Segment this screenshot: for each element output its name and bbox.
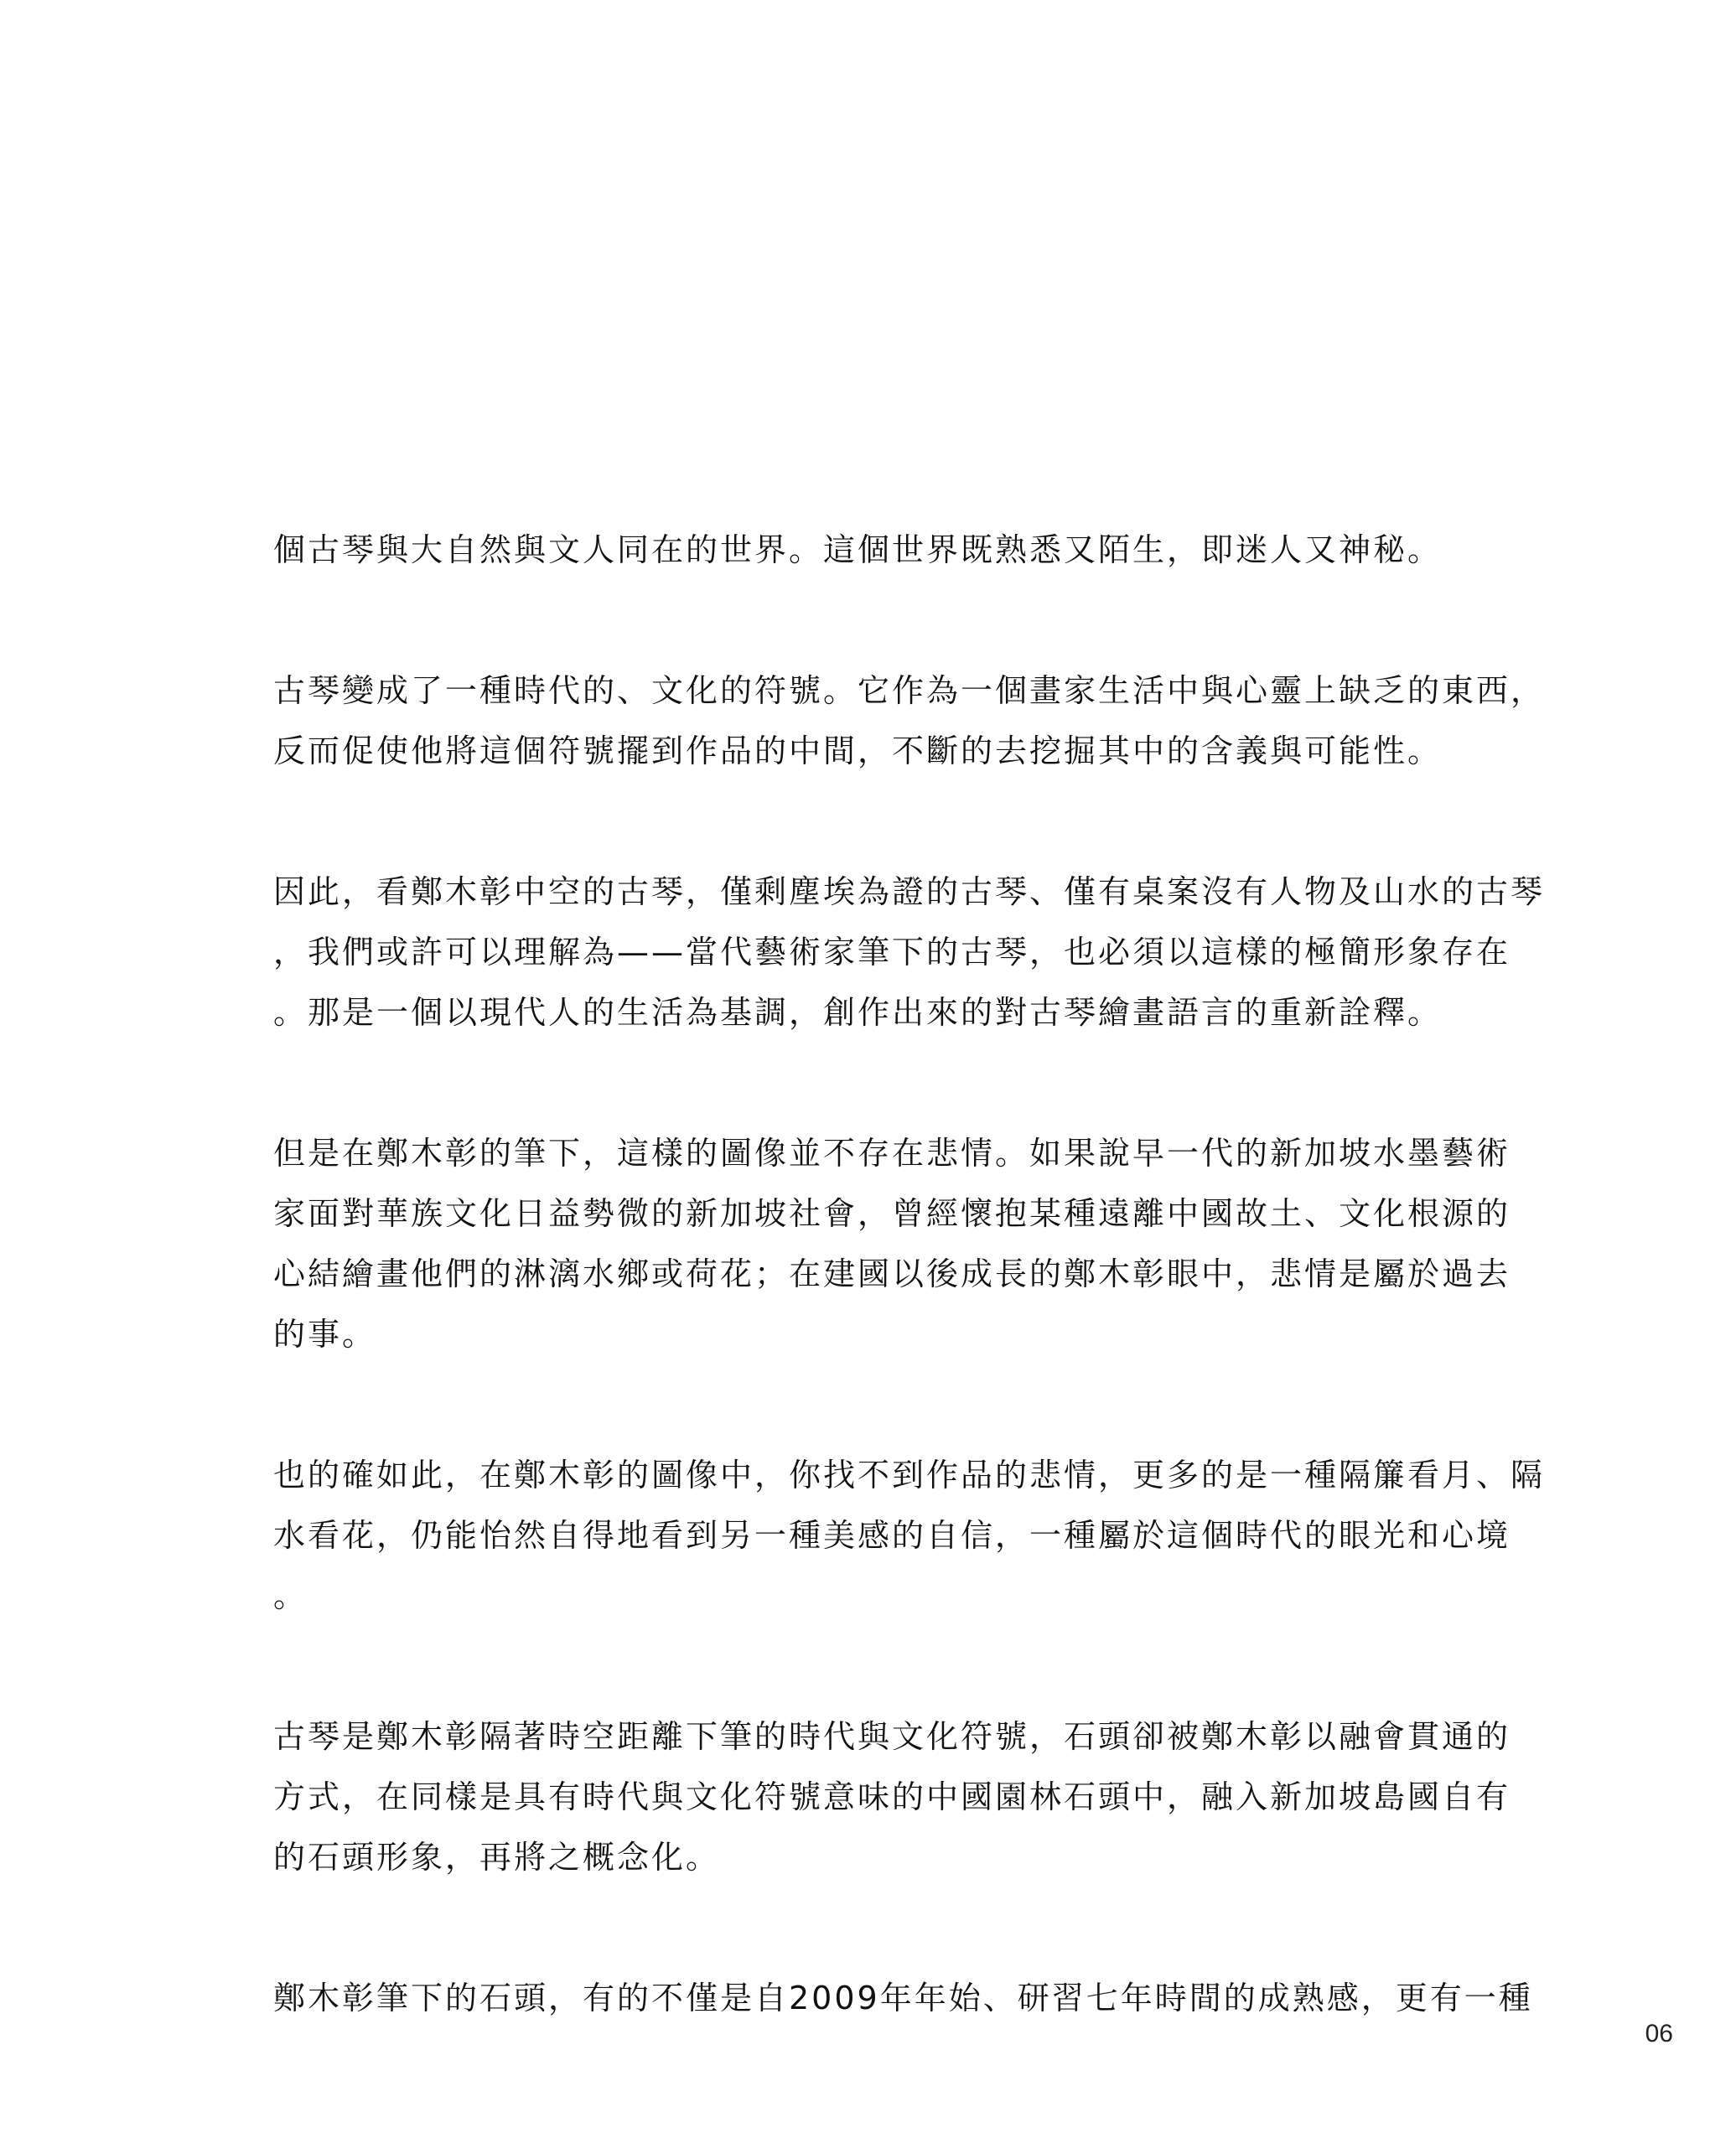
- text-line: 家面對華族文化日益勢微的新加坡社會，曾經懷抱某種遠離中國故土、文化根源的: [273, 1195, 1511, 1232]
- text-line: 因此，看鄭木彰中空的古琴，僅剩塵埃為證的古琴、僅有桌案沒有人物及山水的古琴: [273, 873, 1546, 910]
- paragraph-5: [273, 1445, 1546, 1626]
- text-line: 鄭木彰筆下的石頭，有的不僅是自2009年年始、研習七年時間的成熟感，更有一種: [273, 1980, 1533, 2016]
- paragraph-3: [273, 862, 1546, 1043]
- text-line: 古琴變成了一種時代的、文化的符號。它作為一個畫家生活中與心靈上缺乏的東西，: [273, 672, 1546, 709]
- text-line: 但是在鄭木彰的筆下，這樣的圖像並不存在悲情。如果說早一代的新加坡水墨藝術: [273, 1135, 1511, 1172]
- text-line: 。: [273, 1577, 308, 1614]
- body-text: [273, 520, 1546, 2109]
- text-line: 方式，在同樣是具有時代與文化符號意味的中國園林石頭中，融入新加坡島國自有: [273, 1778, 1511, 1815]
- paragraph-7: [273, 1968, 1533, 2028]
- text-line: 古琴是鄭木彰隔著時空距離下筆的時代與文化符號，石頭卻被鄭木彰以融會貫通的: [273, 1718, 1511, 1755]
- paragraph-4: [273, 1123, 1511, 1364]
- text-line: ，我們或許可以理解為——當代藝術家筆下的古琴，也必須以這樣的極簡形象存在: [273, 934, 1511, 971]
- text-line: 也的確如此，在鄭木彰的圖像中，你找不到作品的悲情，更多的是一種隔簾看月、隔: [273, 1457, 1546, 1493]
- text-line: 心結繪畫他們的淋漓水鄉或荷花；在建國以後成長的鄭木彰眼中，悲情是屬於過去: [273, 1255, 1511, 1292]
- paragraph-1: [273, 520, 1464, 580]
- text-line: 。那是一個以現代人的生活為基調，創作出來的對古琴繪畫語言的重新詮釋。: [273, 994, 1443, 1031]
- text-line: 個古琴與大自然與文人同在的世界。這個世界既熟悉又陌生，即迷人又神秘。: [273, 531, 1443, 568]
- paragraph-6: [273, 1706, 1511, 1887]
- paragraph-2: [273, 660, 1546, 781]
- text-line: 水看花，仍能怡然自得地看到另一種美感的自信，一種屬於這個時代的眼光和心境: [273, 1517, 1511, 1554]
- page-number: 06: [1645, 2020, 1673, 2047]
- text-line: 的石頭形象，再將之概念化。: [273, 1839, 721, 1876]
- text-line: 反而促使他將這個符號擺到作品的中間，不斷的去挖掘其中的含義與可能性。: [273, 733, 1443, 769]
- text-line: 的事。: [273, 1316, 377, 1353]
